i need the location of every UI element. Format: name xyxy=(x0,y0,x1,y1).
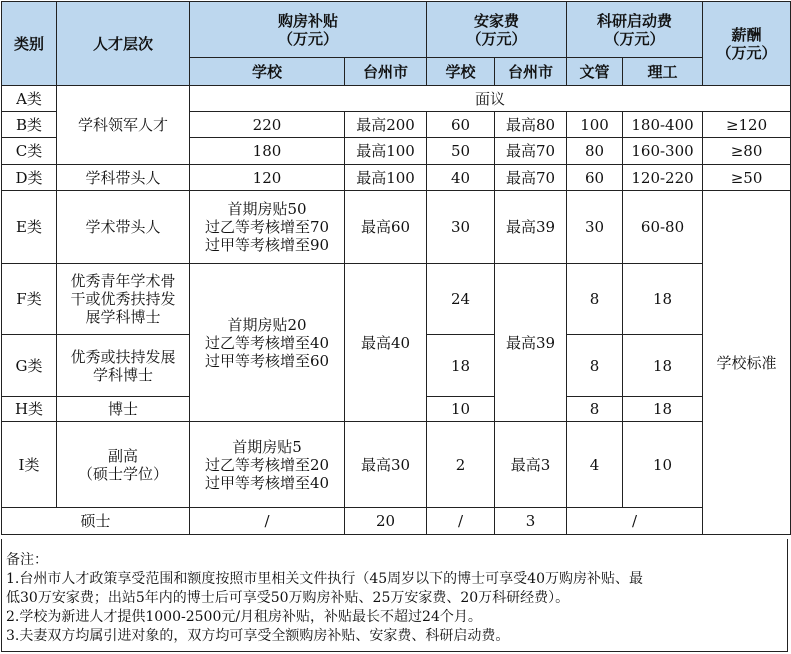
housing-school: 首期房贴5 过乙等考核增至20 过甲等考核增至40 xyxy=(190,422,345,508)
row-category: G类 xyxy=(2,335,57,397)
row-category: E类 xyxy=(2,191,57,264)
housing-school: 180 xyxy=(190,138,345,165)
note-2: 2.学校为新进人才提供1000-2500元/月租房补贴，补贴最长不超过24个月。 xyxy=(6,609,482,625)
settle-city: 最高80 xyxy=(495,112,567,138)
settle-school: 2 xyxy=(427,422,495,508)
research-science: 10 xyxy=(623,422,703,508)
housing-school: 首期房贴20 过乙等考核增至40 过甲等考核增至60 xyxy=(190,264,345,422)
housing-school: 220 xyxy=(190,112,345,138)
salary-cell: ≥120 xyxy=(703,112,791,138)
research-liberal: 80 xyxy=(567,138,623,165)
settle-school: 24 xyxy=(427,264,495,335)
settle-school: 50 xyxy=(427,138,495,165)
note-3: 3.夫妻双方均属引进对象的，双方均可享受全额购房补贴、安家费、科研启动费。 xyxy=(6,628,510,644)
subheader-school: 学校 xyxy=(190,58,345,86)
notes-section xyxy=(1,539,788,652)
row-level: 学科领军人才 xyxy=(57,86,190,165)
research-science: 18 xyxy=(623,335,703,397)
settle-city: 最高70 xyxy=(495,165,567,191)
talent-policy-table xyxy=(1,1,791,535)
row-level: 优秀青年学术骨 干或优秀扶持发 展学科博士 xyxy=(57,264,190,335)
row-category: I类 xyxy=(2,422,57,508)
research-liberal: 8 xyxy=(567,335,623,397)
header-research: 科研启动费 （万元） xyxy=(567,2,703,58)
row-level: 硕士 xyxy=(2,508,190,535)
housing-city: 20 xyxy=(345,508,427,535)
housing-city: 最高200 xyxy=(345,112,427,138)
header-settle: 安家费 （万元） xyxy=(427,2,567,58)
research-science: 60-80 xyxy=(623,191,703,264)
settle-school: 10 xyxy=(427,397,495,422)
row-category: D类 xyxy=(2,165,57,191)
settle-school: 60 xyxy=(427,112,495,138)
salary-cell: 学校标准 xyxy=(703,191,791,535)
subheader-science: 理工 xyxy=(623,58,703,86)
research-science: 18 xyxy=(623,397,703,422)
research-cell: / xyxy=(567,508,703,535)
header-housing: 购房补贴 （万元） xyxy=(190,2,427,58)
housing-city: 最高60 xyxy=(345,191,427,264)
interview-cell: 面议 xyxy=(190,86,791,112)
housing-school: / xyxy=(190,508,345,535)
settle-school: 30 xyxy=(427,191,495,264)
research-liberal: 60 xyxy=(567,165,623,191)
research-liberal: 100 xyxy=(567,112,623,138)
header-category: 类别 xyxy=(2,2,57,86)
settle-school: / xyxy=(427,508,495,535)
row-category: F类 xyxy=(2,264,57,335)
housing-city: 最高100 xyxy=(345,138,427,165)
row-category: H类 xyxy=(2,397,57,422)
subheader-liberal: 文管 xyxy=(567,58,623,86)
row-level: 博士 xyxy=(57,397,190,422)
note-1: 1.台州市人才政策享受范围和额度按照市里相关文件执行（45周岁以下的博士可享受40万购房补贴、最 xyxy=(6,571,643,587)
settle-city: 最高39 xyxy=(495,191,567,264)
housing-city: 最高100 xyxy=(345,165,427,191)
notes-title: 备注： xyxy=(6,552,48,568)
research-liberal: 30 xyxy=(567,191,623,264)
note-1-cont: 低30万安家费；出站5年内的博士后可享受50万购房补贴、25万安家费、20万科研经费）。 xyxy=(6,590,570,606)
research-liberal: 4 xyxy=(567,422,623,508)
subheader-school: 学校 xyxy=(427,58,495,86)
research-science: 180-400 xyxy=(623,112,703,138)
row-category: B类 xyxy=(2,112,57,138)
subheader-taizhou: 台州市 xyxy=(345,58,427,86)
settle-city: 最高70 xyxy=(495,138,567,165)
subheader-taizhou: 台州市 xyxy=(495,58,567,86)
research-liberal: 8 xyxy=(567,397,623,422)
row-level: 优秀或扶持发展 学科博士 xyxy=(57,335,190,397)
salary-cell: ≥80 xyxy=(703,138,791,165)
settle-city: 3 xyxy=(495,508,567,535)
row-category: A类 xyxy=(2,86,57,112)
settle-school: 40 xyxy=(427,165,495,191)
housing-city: 最高40 xyxy=(345,264,427,422)
settle-city: 最高3 xyxy=(495,422,567,508)
housing-school: 首期房贴50 过乙等考核增至70 过甲等考核增至90 xyxy=(190,191,345,264)
header-salary: 薪酬 （万元） xyxy=(703,2,791,86)
research-science: 160-300 xyxy=(623,138,703,165)
row-level: 学科带头人 xyxy=(57,165,190,191)
research-science: 18 xyxy=(623,264,703,335)
header-level: 人才层次 xyxy=(57,2,190,86)
settle-school: 18 xyxy=(427,335,495,397)
research-science: 120-220 xyxy=(623,165,703,191)
row-level: 学术带头人 xyxy=(57,191,190,264)
settle-city: 最高39 xyxy=(495,264,567,422)
research-liberal: 8 xyxy=(567,264,623,335)
row-category: C类 xyxy=(2,138,57,165)
salary-cell: ≥50 xyxy=(703,165,791,191)
row-level: 副高 （硕士学位） xyxy=(57,422,190,508)
housing-city: 最高30 xyxy=(345,422,427,508)
housing-school: 120 xyxy=(190,165,345,191)
